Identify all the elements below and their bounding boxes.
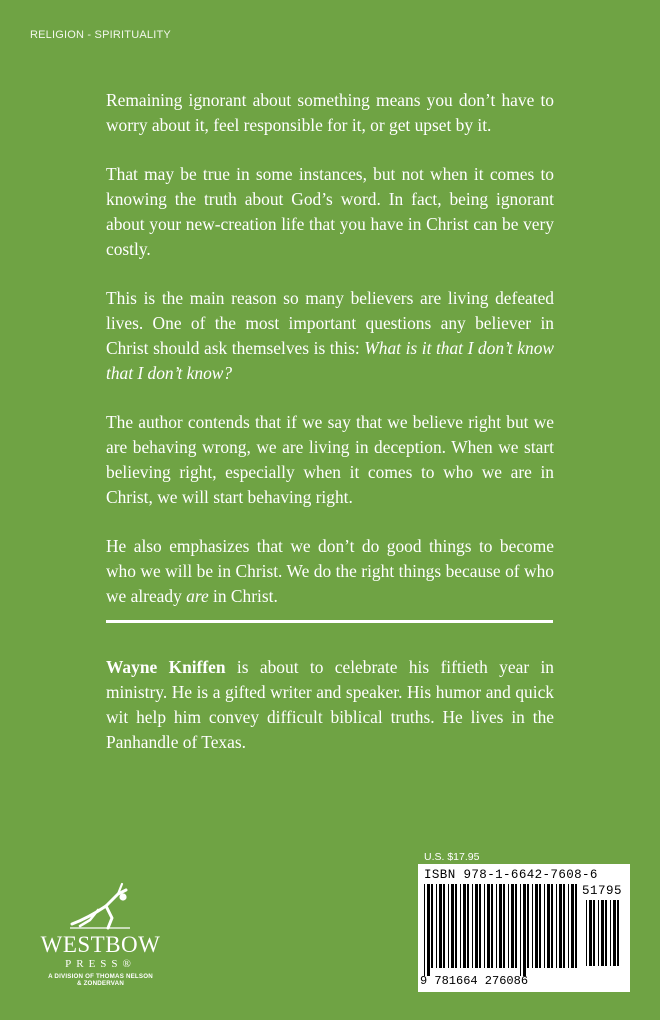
barcode-bar — [559, 884, 562, 968]
isbn-label: ISBN 978-1-6642-7608-6 — [424, 868, 598, 882]
author-bio — [106, 655, 554, 755]
barcode-bar — [571, 884, 574, 968]
category-label: RELIGION - SPIRITUALITY — [30, 29, 171, 41]
barcode-bar — [448, 884, 449, 968]
barcode-bar — [563, 884, 565, 968]
barcode-bar — [475, 884, 478, 968]
blurb-paragraph-3-text: This is the main reason so many believers are living defeated lives. One of the most important questions any believer in Christ should ask themselves is this: — [106, 288, 554, 358]
publisher-division-line-1: A DIVISION OF THOMAS NELSON — [48, 973, 153, 980]
blurb-paragraph-3-italic: What is it that I don’t know that I don’t know? — [106, 338, 554, 383]
barcode-bar — [586, 900, 587, 966]
blurb-paragraph-3 — [106, 286, 554, 386]
barcode-bar — [556, 884, 557, 968]
barcode-bar — [460, 884, 461, 968]
blurb-paragraph-5-end: in Christ. — [208, 586, 278, 606]
barcode-bar — [424, 884, 425, 976]
barcode-bar — [551, 884, 553, 968]
barcode-bar — [479, 884, 481, 968]
barcode-bar — [617, 900, 619, 966]
barcode-bar — [589, 900, 592, 966]
barcode-bar — [535, 884, 538, 968]
author-name: Wayne Kniffen — [106, 657, 226, 677]
barcode-bar — [496, 884, 497, 968]
barcode-bar — [455, 884, 457, 968]
barcode-bar — [427, 884, 430, 976]
barcode-bar — [499, 884, 502, 968]
barcode-bar — [601, 900, 604, 966]
barcode-bar — [539, 884, 541, 968]
barcode-bar — [568, 884, 569, 968]
ean-barcode-bars — [424, 884, 580, 976]
barcode-bar — [520, 884, 521, 976]
barcode — [418, 864, 630, 992]
barcode-bar — [527, 884, 529, 968]
barcode-bar — [484, 884, 485, 968]
blurb-paragraph-5 — [106, 534, 554, 609]
publisher-logo — [28, 880, 173, 990]
barcode-bar — [605, 900, 607, 966]
ean-digits: 9 781664 276086 — [420, 974, 529, 988]
barcode-bar — [610, 900, 611, 966]
barcode-bar — [544, 884, 545, 968]
barcode-bar — [443, 884, 445, 968]
barcode-bar — [613, 900, 616, 966]
barcode-bar — [467, 884, 469, 968]
barcode-bar — [431, 884, 433, 968]
back-cover-blurb — [106, 88, 554, 609]
publisher-press: PRESS® — [65, 958, 136, 970]
barcode-bar — [515, 884, 517, 968]
barcode-bar — [598, 900, 599, 966]
barcode-bar — [472, 884, 473, 968]
barcode-bar — [439, 884, 442, 968]
barcode-bar — [523, 884, 526, 976]
barcode-bar — [511, 884, 514, 968]
barcode-bar — [532, 884, 533, 968]
barcode-bar — [491, 884, 493, 968]
blurb-paragraph-2: That may be true in some instances, but not when it comes to knowing the truth about God’s word. In fact, being ignorant about your new-creation life that you have in Christ can be very costly. — [106, 164, 554, 259]
publisher-division — [28, 973, 173, 987]
barcode-bar — [593, 900, 595, 966]
divider-rule — [106, 620, 553, 623]
addon-barcode-bars — [586, 900, 626, 974]
barcode-bar — [436, 884, 437, 968]
blurb-paragraph-5-italic: are — [186, 586, 209, 606]
barcode-bar — [487, 884, 490, 968]
barcode-bar — [508, 884, 509, 968]
blurb-paragraph-4: The author contends that if we say that we believe right but we are behaving wrong, we are living in deception. When we start believing right, especially when it comes to who we are in Christ, we will start behaving right. — [106, 412, 554, 507]
barcode-bar — [451, 884, 454, 968]
blurb-paragraph-1: Remaining ignorant about something means you don’t have to worry about it, feel responsible for it, or get upset by it. — [106, 90, 554, 135]
barcode-bar — [547, 884, 550, 968]
barcode-bar — [463, 884, 466, 968]
addon-digits: 51795 — [582, 884, 623, 898]
blurb-paragraph-5-text: He also emphasizes that we don’t do good things to become who we will be in Christ. We do the right things because of who we already — [106, 536, 554, 606]
author-bio-text: is about to celebrate his fiftieth year in ministry. He is a gifted writer and speaker. His humor and quick wit help him convey difficult biblical truths. He lives in the Panhandle of Texas. — [106, 657, 554, 752]
runner-figure-icon — [68, 880, 134, 932]
barcode-bar — [503, 884, 505, 968]
barcode-bar — [575, 884, 577, 968]
publisher-name: WESTBOW — [40, 932, 161, 957]
price-label: U.S. $17.95 — [424, 851, 480, 863]
publisher-division-line-2: & ZONDERVAN — [76, 980, 124, 987]
